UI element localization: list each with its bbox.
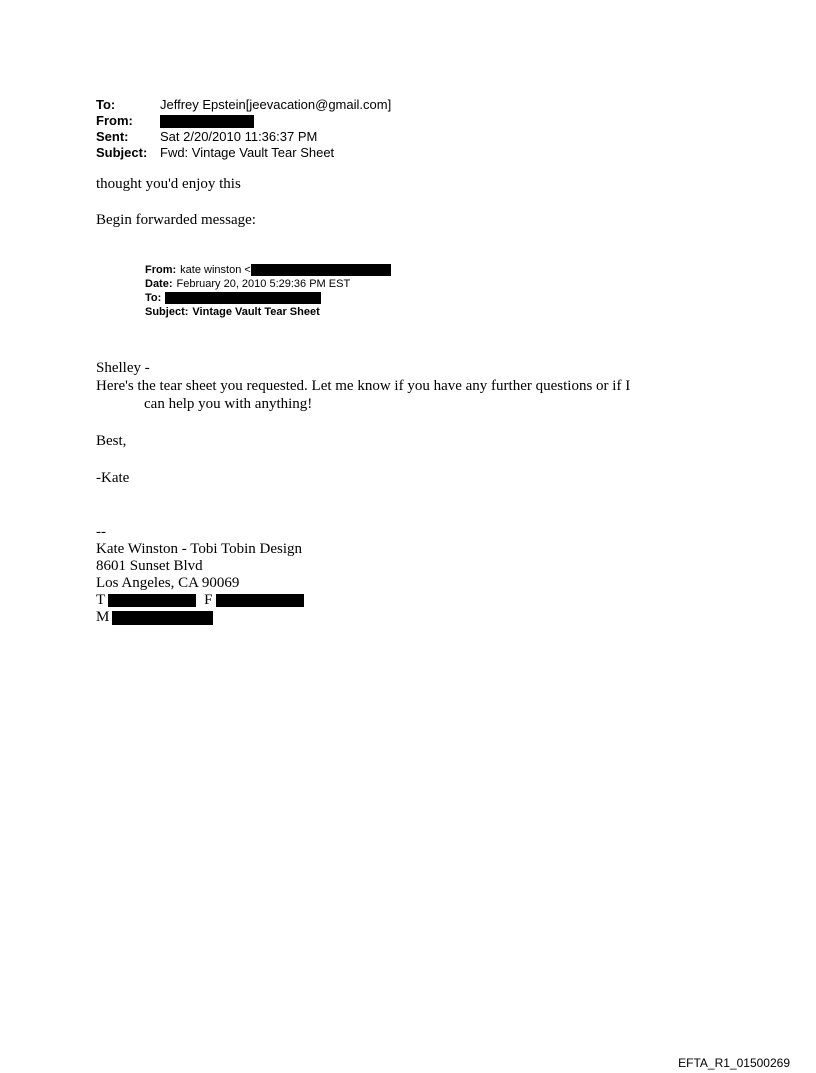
closing: Best, [96,433,127,449]
greeting: Shelley - [96,360,150,376]
subject-label: Subject: [96,145,148,160]
signature-block [96,524,304,626]
phone-label: T [96,592,106,608]
sig-phone-row [96,592,304,609]
sent-value: Sat 2/20/2010 11:36:37 PM [160,129,318,144]
sig-name: Kate Winston - Tobi Tobin Design [96,541,303,557]
paragraph-line-1: Here's the tear sheet you requested. Let me know if you have any further questions or if I [96,378,631,394]
fwd-from-value: kate winston < [180,264,251,276]
paragraph-line-2: can help you with anything! [144,396,313,412]
fwd-subject-row [145,305,391,319]
fwd-to-label: To: [145,292,162,304]
fax-redaction [216,594,304,607]
forwarded-header [145,263,391,319]
sig-mobile-row [96,609,304,626]
message-paragraph [96,377,696,413]
to-value: Jeffrey Epstein[jeevacation@gmail.com] [160,97,392,112]
phone-redaction [108,594,196,607]
sent-label: Sent: [96,129,129,144]
sig-separator: -- [96,524,106,540]
forward-notice: Begin forwarded message: [96,212,256,228]
to-label: To: [96,97,116,112]
document-id: EFTA_R1_01500269 [678,1056,790,1070]
to-row [96,97,391,113]
sent-row [96,129,391,145]
mobile-redaction [112,611,213,625]
sig-address2: Los Angeles, CA 90069 [96,575,240,591]
fwd-to-row [145,291,391,305]
sig-address1: 8601 Sunset Blvd [96,558,203,574]
fwd-date-row [145,277,391,291]
fwd-from-label: From: [145,264,177,276]
signoff: -Kate [96,470,130,486]
subject-row [96,145,391,161]
from-redaction [160,115,254,128]
from-row [96,113,391,129]
fwd-from-row [145,263,391,277]
from-label: From: [96,113,133,128]
fax-label: F [204,592,213,608]
fwd-subject-label: Subject: [145,306,189,318]
fwd-from-redaction [251,264,391,276]
intro-line: thought you'd enjoy this [96,176,241,192]
fwd-date-value: February 20, 2010 5:29:36 PM EST [176,278,351,290]
fwd-to-redaction [165,292,321,304]
fwd-subject-value: Vintage Vault Tear Sheet [192,306,320,318]
mobile-label: M [96,609,110,625]
email-header [96,97,391,161]
fwd-date-label: Date: [145,278,173,290]
subject-value: Fwd: Vintage Vault Tear Sheet [160,145,335,160]
